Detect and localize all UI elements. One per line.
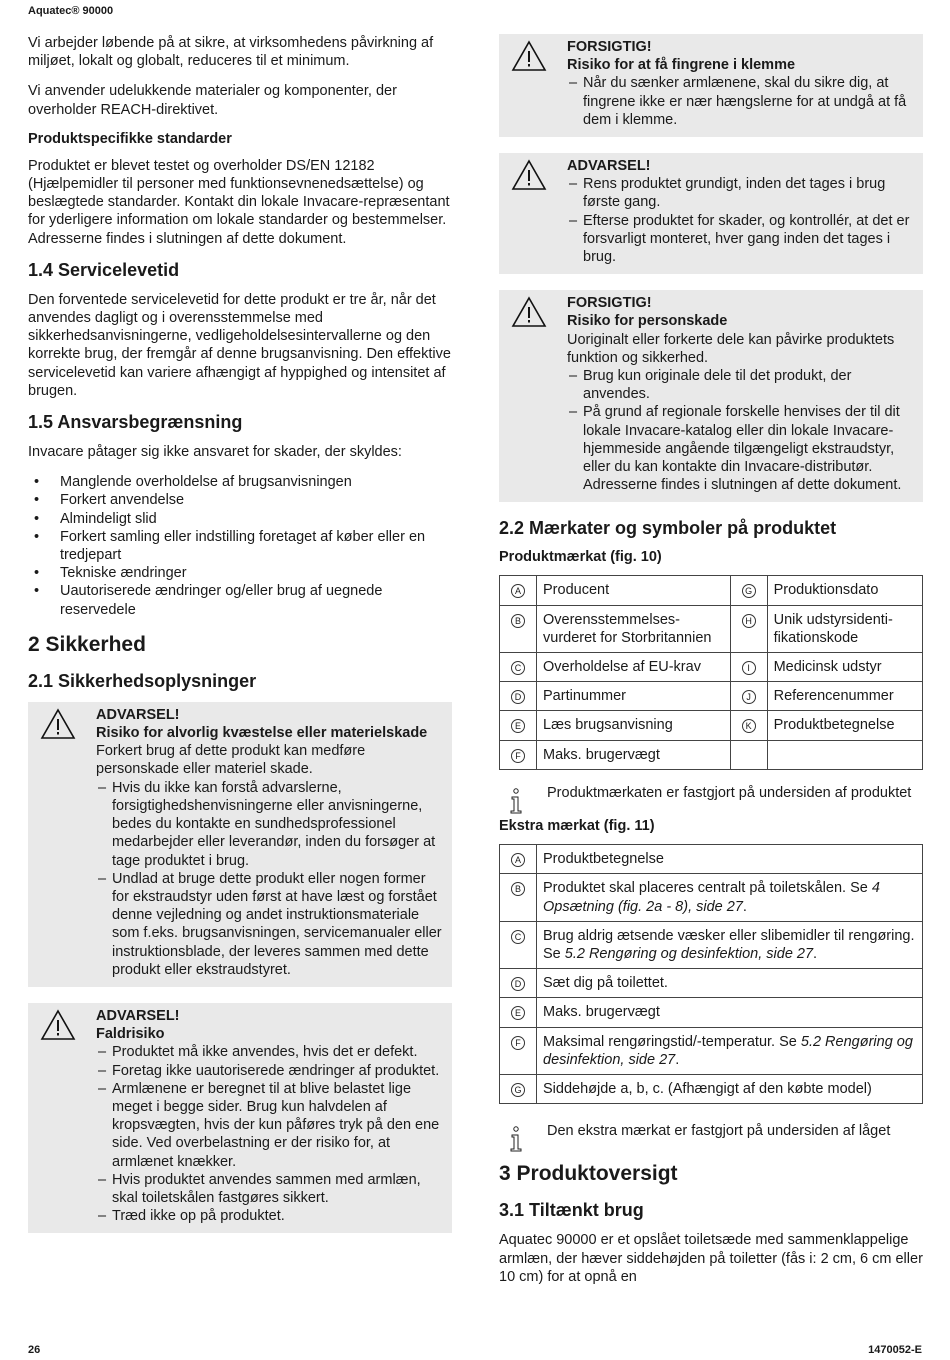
symbol-key-cell bbox=[730, 576, 767, 605]
list-item: • Forkert anvendelse bbox=[28, 491, 452, 509]
list-item: • Uautoriserede ændringer og/eller brug af uegnede reservedele bbox=[28, 582, 452, 618]
chapter-heading: 3 Produktoversigt bbox=[499, 1162, 678, 1186]
warning-text: Forkert brug af dette produkt kan medføre personskade eller materiel skade. bbox=[96, 743, 366, 778]
description-text: Siddehøjde a, b, c. (Afhængigt af den købte model) bbox=[543, 1080, 872, 1097]
symbol-description-cell bbox=[537, 921, 923, 968]
symbol-key-cell bbox=[500, 576, 537, 605]
paragraph: Invacare påtager sig ikke ansvaret for skader, der skyldes: bbox=[28, 444, 402, 461]
description-text: Maks. brugervægt bbox=[543, 1004, 660, 1021]
table-row bbox=[500, 998, 923, 1027]
warning-title: Risiko for personskade bbox=[567, 313, 728, 330]
symbol-key-cell bbox=[500, 682, 537, 711]
symbol-key-cell bbox=[500, 998, 537, 1027]
description-text: Produktbetegnelse bbox=[543, 851, 664, 868]
bullet-list bbox=[28, 473, 452, 619]
description-text: . bbox=[742, 898, 747, 915]
key-letter: G bbox=[511, 1083, 525, 1097]
key-letter: A bbox=[511, 584, 525, 598]
caution-box bbox=[499, 34, 923, 137]
key-letter: J bbox=[742, 690, 756, 704]
warning-item: – Efterse produktet for skader, og kontrollér, at det er forsvarligt monteret, hver gang inden det tages i brug. bbox=[567, 212, 915, 267]
description-text: . bbox=[675, 1051, 680, 1068]
symbol-description-cell: Medicinsk udstyr bbox=[767, 653, 922, 682]
section-heading: 1.5 Ansvarsbegrænsning bbox=[28, 412, 243, 433]
symbol-key-cell bbox=[500, 711, 537, 740]
list-item: • Tekniske ændringer bbox=[28, 564, 452, 582]
warning-triangle-icon bbox=[40, 708, 76, 740]
table-row bbox=[500, 605, 923, 652]
product-label-table bbox=[499, 575, 923, 769]
symbol-description-cell: Læs brugsanvisning bbox=[537, 711, 731, 740]
symbol-key-cell bbox=[730, 653, 767, 682]
symbol-description-cell bbox=[537, 845, 923, 874]
key-letter: F bbox=[511, 749, 525, 763]
right-column bbox=[499, 34, 923, 1298]
table-row bbox=[500, 740, 923, 769]
warning-label: ADVARSEL! bbox=[567, 158, 651, 175]
symbol-description-cell: Unik udstyrsidenti-fikationskode bbox=[767, 605, 922, 652]
section-heading: 2.1 Sikkerhedsoplysninger bbox=[28, 670, 257, 691]
warning-label: FORSIGTIG! bbox=[567, 295, 652, 312]
key-letter: D bbox=[511, 690, 525, 704]
key-letter: B bbox=[511, 614, 525, 628]
warning-label: ADVARSEL! bbox=[96, 1007, 180, 1024]
symbol-key-cell bbox=[500, 740, 537, 769]
warning-item: – Undlad at bruge dette produkt eller nogen former for ekstraudstyr uden først at have læst og forstået denne vejledning og andet instruktionsmateriale som f.eks. brugsanvisningen, servicemanualer eller instruktionsblade, der leveres sammen med dette produkt eller ekstraudstyret. bbox=[96, 870, 444, 979]
list-item: • Almindeligt slid bbox=[28, 510, 452, 528]
section-heading: 3.1 Tiltænkt brug bbox=[499, 1200, 644, 1221]
symbol-description-cell: Overholdelse af EU-krav bbox=[537, 653, 731, 682]
symbol-description-cell bbox=[537, 874, 923, 921]
paragraph: Aquatec 90000 er et opslået toiletsæde med sammenklappelige armlæn, der hæver siddehøjden på toiletter (fås i: 2 cm, 6 cm eller 10 cm) for at opnå en bbox=[499, 1232, 923, 1285]
table-row bbox=[500, 1027, 923, 1074]
subsection-heading: Ekstra mærkat (fig. 11) bbox=[499, 818, 655, 835]
subsection-heading: Produktmærkat (fig. 10) bbox=[499, 549, 662, 566]
info-text: Den ekstra mærkat er fastgjort på undersiden af låget bbox=[547, 1123, 891, 1140]
warning-item: – Foretag ikke uautoriserede ændringer af produktet. bbox=[96, 1062, 444, 1080]
caution-box bbox=[499, 290, 923, 502]
key-letter: A bbox=[511, 853, 525, 867]
warning-triangle-icon bbox=[511, 40, 547, 72]
warning-item: – På grund af regionale forskelle henvises der til dit lokale Invacare-katalog eller din lokale Invacare-hjemmeside angående tilgængeligt ekstraudstyr, eller du kan kontakte din Invacare-distributør. Adresserne findes i slutningen af dette dokument. bbox=[567, 403, 915, 494]
paragraph: Den forventede servicelevetid for dette produkt er tre år, når det anvendes dagligt og i overensstemmelse med sikkerhedsanvisningerne, vedligeholdelsesintervallerne og den korrekte brug, der fremgår af denne brugsanvisning. Den effektive servicelevetid kan variere afhængigt af hyppighed og intensitet af brugen. bbox=[28, 291, 451, 399]
warning-item: – Når du sænker armlænene, skal du sikre dig, at fingrene ikke er nær hængslerne for at undgå at få dem i klemme. bbox=[567, 74, 915, 129]
symbol-key-cell bbox=[730, 740, 767, 769]
table-row bbox=[500, 969, 923, 998]
section-heading: 1.4 Servicelevetid bbox=[28, 259, 180, 280]
description-text: Sæt dig på toilettet. bbox=[543, 975, 668, 992]
paragraph: Produktet er blevet testet og overholder DS/EN 12182 (Hjælpemidler til personer med funktionsevnenedsættelse) og beslægtede standarder. Kontakt din lokale Invacare-repræsentant for yderligere information om lokale standarder og bestemmelser. Adresserne findes i slutningen af dette dokument. bbox=[28, 157, 450, 247]
info-icon bbox=[509, 788, 523, 814]
key-letter: K bbox=[742, 719, 756, 733]
key-letter: C bbox=[511, 661, 525, 675]
page-number: 26 bbox=[28, 1344, 41, 1356]
warning-item: – Rens produktet grundigt, inden det tages i brug første gang. bbox=[567, 175, 915, 211]
list-item: • Forkert samling eller indstilling foretaget af køber eller en tredjepart bbox=[28, 528, 452, 564]
warning-title: Faldrisiko bbox=[96, 1026, 165, 1043]
symbol-description-cell bbox=[767, 740, 922, 769]
document-code: 1470052-E bbox=[868, 1344, 922, 1356]
description-text: . bbox=[813, 945, 818, 962]
table-row bbox=[500, 921, 923, 968]
warning-item: – Produktet må ikke anvendes, hvis det er defekt. bbox=[96, 1043, 444, 1061]
table-row bbox=[500, 1074, 923, 1103]
key-letter: D bbox=[511, 977, 525, 991]
symbol-description-cell: Producent bbox=[537, 576, 731, 605]
warning-box bbox=[28, 702, 452, 987]
warning-text: Uoriginalt eller forkerte dele kan påvirke produktets funktion og sikkerhed. bbox=[567, 331, 895, 366]
cross-reference-link[interactable]: 5.2 Rengøring og desinfektion, side 27 bbox=[564, 945, 814, 962]
symbol-description-cell: Produktbetegnelse bbox=[767, 711, 922, 740]
symbol-key-cell bbox=[730, 711, 767, 740]
table-row bbox=[500, 576, 923, 605]
cross-reference-link[interactable]: 5.2 Rengøring og desinfektion, side 27 bbox=[543, 1033, 913, 1068]
key-letter: C bbox=[511, 930, 525, 944]
table-row bbox=[500, 653, 923, 682]
symbol-key-cell bbox=[500, 969, 537, 998]
symbol-key-cell bbox=[500, 1074, 537, 1103]
warning-item: – Armlænene er beregnet til at blive belastet lige meget i begge sider. Brug kun halvdelen af kropsvægten, hvis der kun påføres tryk på den ene side. Ved overbelastning er der risiko for, at armlænet knækker. bbox=[96, 1080, 444, 1171]
cross-reference-link[interactable]: 4 Opsætning (fig. 2a - 8), side 27 bbox=[543, 880, 880, 915]
warning-box bbox=[28, 1003, 452, 1233]
warning-item: – Hvis produktet anvendes sammen med armlæn, skal toiletskålen fastgøres sikkert. bbox=[96, 1171, 444, 1207]
table-row bbox=[500, 874, 923, 921]
symbol-description-cell: Maks. brugervægt bbox=[537, 740, 731, 769]
info-icon bbox=[509, 1126, 523, 1152]
info-note bbox=[499, 1122, 923, 1140]
page-header: Aquatec® 90000 bbox=[28, 5, 114, 17]
info-note bbox=[499, 784, 923, 802]
symbol-key-cell bbox=[500, 874, 537, 921]
symbol-description-cell: Partinummer bbox=[537, 682, 731, 711]
symbol-description-cell bbox=[537, 1074, 923, 1103]
paragraph: Vi arbejder løbende på at sikre, at virksomhedens påvirkning af miljøet, lokalt og globalt, reduceres til et minimum. bbox=[28, 35, 434, 70]
key-letter: E bbox=[511, 719, 525, 733]
symbol-key-cell bbox=[500, 605, 537, 652]
table-row bbox=[500, 845, 923, 874]
symbol-description-cell: Referencenummer bbox=[767, 682, 922, 711]
symbol-key-cell bbox=[500, 1027, 537, 1074]
warning-title: Risiko for alvorlig kvæstelse eller materielskade bbox=[96, 725, 428, 742]
symbol-description-cell bbox=[537, 969, 923, 998]
section-heading: Produktspecifikke standarder bbox=[28, 130, 232, 147]
key-letter: B bbox=[511, 882, 525, 896]
left-column bbox=[28, 34, 452, 1249]
key-letter: F bbox=[511, 1036, 525, 1050]
warning-item: – Hvis du ikke kan forstå advarslerne, forsigtighedshenvisningerne eller anvisningerne, bedes du kontakte en sundhedsprofessionel medarbejder eller leverandør, inden du forsøger at tage produktet i brug. bbox=[96, 779, 444, 870]
key-letter: E bbox=[511, 1006, 525, 1020]
symbol-key-cell bbox=[500, 653, 537, 682]
warning-label: FORSIGTIG! bbox=[567, 39, 652, 55]
warning-box bbox=[499, 153, 923, 274]
symbol-key-cell bbox=[500, 845, 537, 874]
key-letter: I bbox=[742, 661, 756, 675]
section-heading: 2.2 Mærkater og symboler på produktet bbox=[499, 518, 837, 539]
symbol-description-cell: Overensstemmelses-vurderet for Storbritannien bbox=[537, 605, 731, 652]
symbol-key-cell bbox=[730, 605, 767, 652]
warning-triangle-icon bbox=[40, 1009, 76, 1041]
description-text: Maksimal rengøringstid/-temperatur. Se bbox=[543, 1033, 801, 1050]
description-text: Produktet skal placeres centralt på toiletskålen. Se bbox=[543, 880, 872, 897]
warning-label: ADVARSEL! bbox=[96, 706, 180, 723]
extra-label-table bbox=[499, 844, 923, 1104]
table-row bbox=[500, 711, 923, 740]
info-text: Produktmærkaten er fastgjort på undersiden af produktet bbox=[547, 784, 912, 801]
warning-item: – Brug kun originale dele til det produkt, der anvendes. bbox=[567, 367, 915, 403]
symbol-key-cell bbox=[500, 921, 537, 968]
warning-title: Risiko for at få fingrene i klemme bbox=[567, 57, 796, 74]
symbol-description-cell: Produktionsdato bbox=[767, 576, 922, 605]
chapter-heading: 2 Sikkerhed bbox=[28, 632, 146, 656]
key-letter: G bbox=[742, 584, 756, 598]
warning-triangle-icon bbox=[511, 159, 547, 191]
key-letter: H bbox=[742, 614, 756, 628]
description-text: Brug aldrig ætsende væsker eller slibemidler til rengøring. Se bbox=[543, 927, 915, 962]
symbol-key-cell bbox=[730, 682, 767, 711]
paragraph: Vi anvender udelukkende materialer og komponenter, der overholder REACH-direktivet. bbox=[28, 83, 397, 118]
table-row bbox=[500, 682, 923, 711]
symbol-description-cell bbox=[537, 998, 923, 1027]
symbol-description-cell bbox=[537, 1027, 923, 1074]
list-item: • Manglende overholdelse af brugsanvisningen bbox=[28, 473, 452, 491]
warning-triangle-icon bbox=[511, 296, 547, 328]
warning-item: – Træd ikke op på produktet. bbox=[96, 1207, 444, 1225]
